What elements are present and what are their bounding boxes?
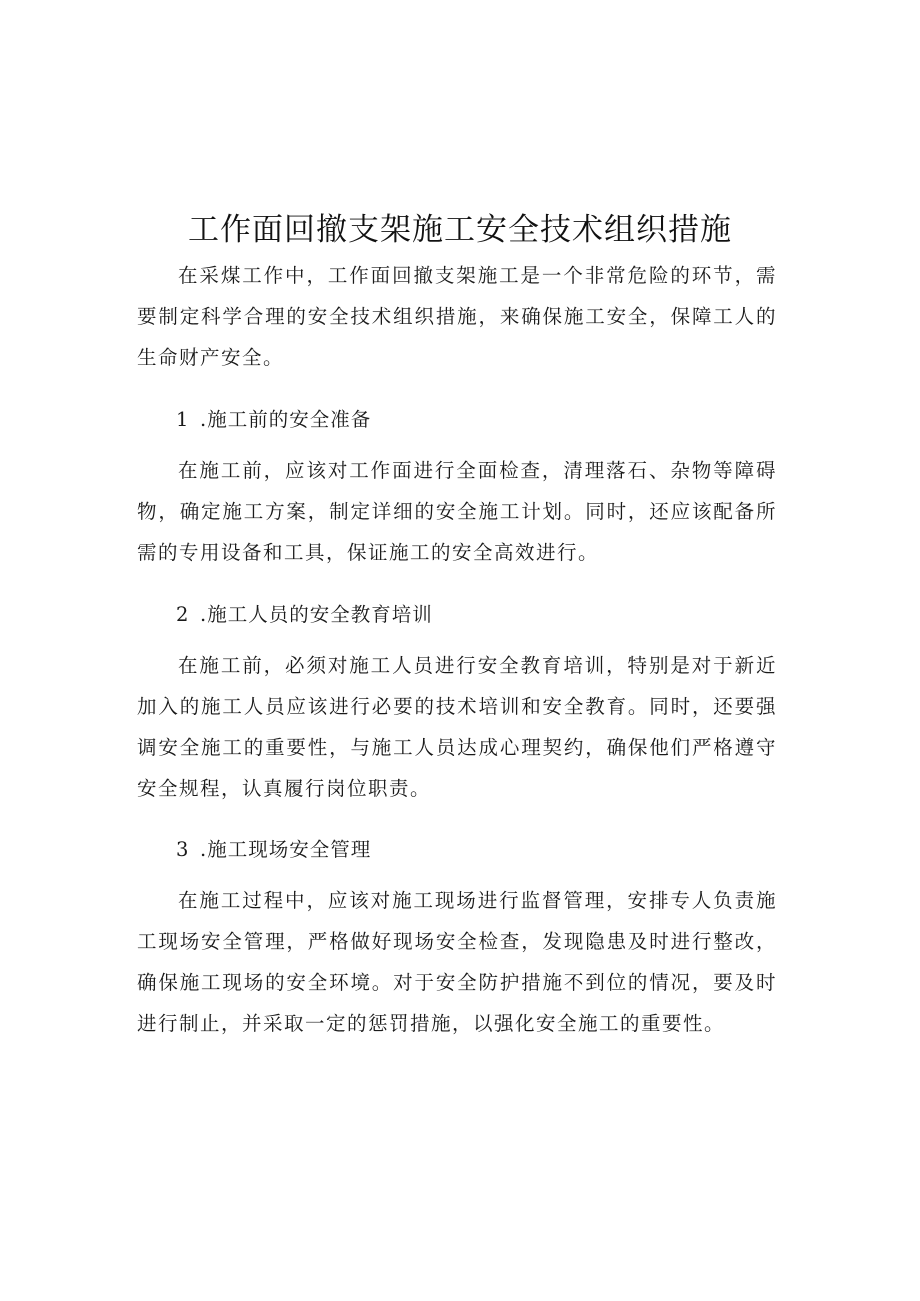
document-title: 工作面回撤支架施工安全技术组织措施 (188, 212, 732, 248)
section-heading-1 (176, 399, 371, 440)
section-heading-text: .施工人员的安全教育培训 (200, 603, 433, 626)
section-body-2: 在施工前，必须对施工人员进行安全教育培训，特别是对于新近加入的施工人员应该进行必要的技术培训和安全教育。同时，还要强调安全施工的重要性，与施工人员达成心理契约，确保他们严格遵守安全规程，认真履行岗位职责。 (137, 654, 777, 800)
section-body-1: 在施工前，应该对工作面进行全面检查，清理落石、杂物等障碍物，确定施工方案，制定详细的安全施工计划。同时，还应该配备所需的专用设备和工具，保证施工的安全高效进行。 (137, 459, 777, 564)
section-body-3: 在施工过程中，应该对施工现场进行监督管理，安排专人负责施工现场安全管理，严格做好现场安全检查，发现隐患及时进行整改，确保施工现场的安全环境。对于安全防护措施不到位的情况，要及时进行制止，并采取一定的惩罚措施，以强化安全施工的重要性。 (137, 889, 777, 1035)
section-number: 2 (176, 603, 190, 626)
section-heading-text: .施工现场安全管理 (200, 838, 372, 861)
section-heading-3 (176, 829, 371, 870)
section-number: 1 (176, 408, 190, 431)
section-heading-2 (176, 594, 433, 635)
section-number: 3 (176, 838, 190, 861)
section-heading-text: .施工前的安全准备 (200, 408, 372, 431)
intro-paragraph: 在采煤工作中，工作面回撤支架施工是一个非常危险的环节，需要制定科学合理的安全技术组织措施，来确保施工安全，保障工人的生命财产安全。 (137, 264, 777, 369)
